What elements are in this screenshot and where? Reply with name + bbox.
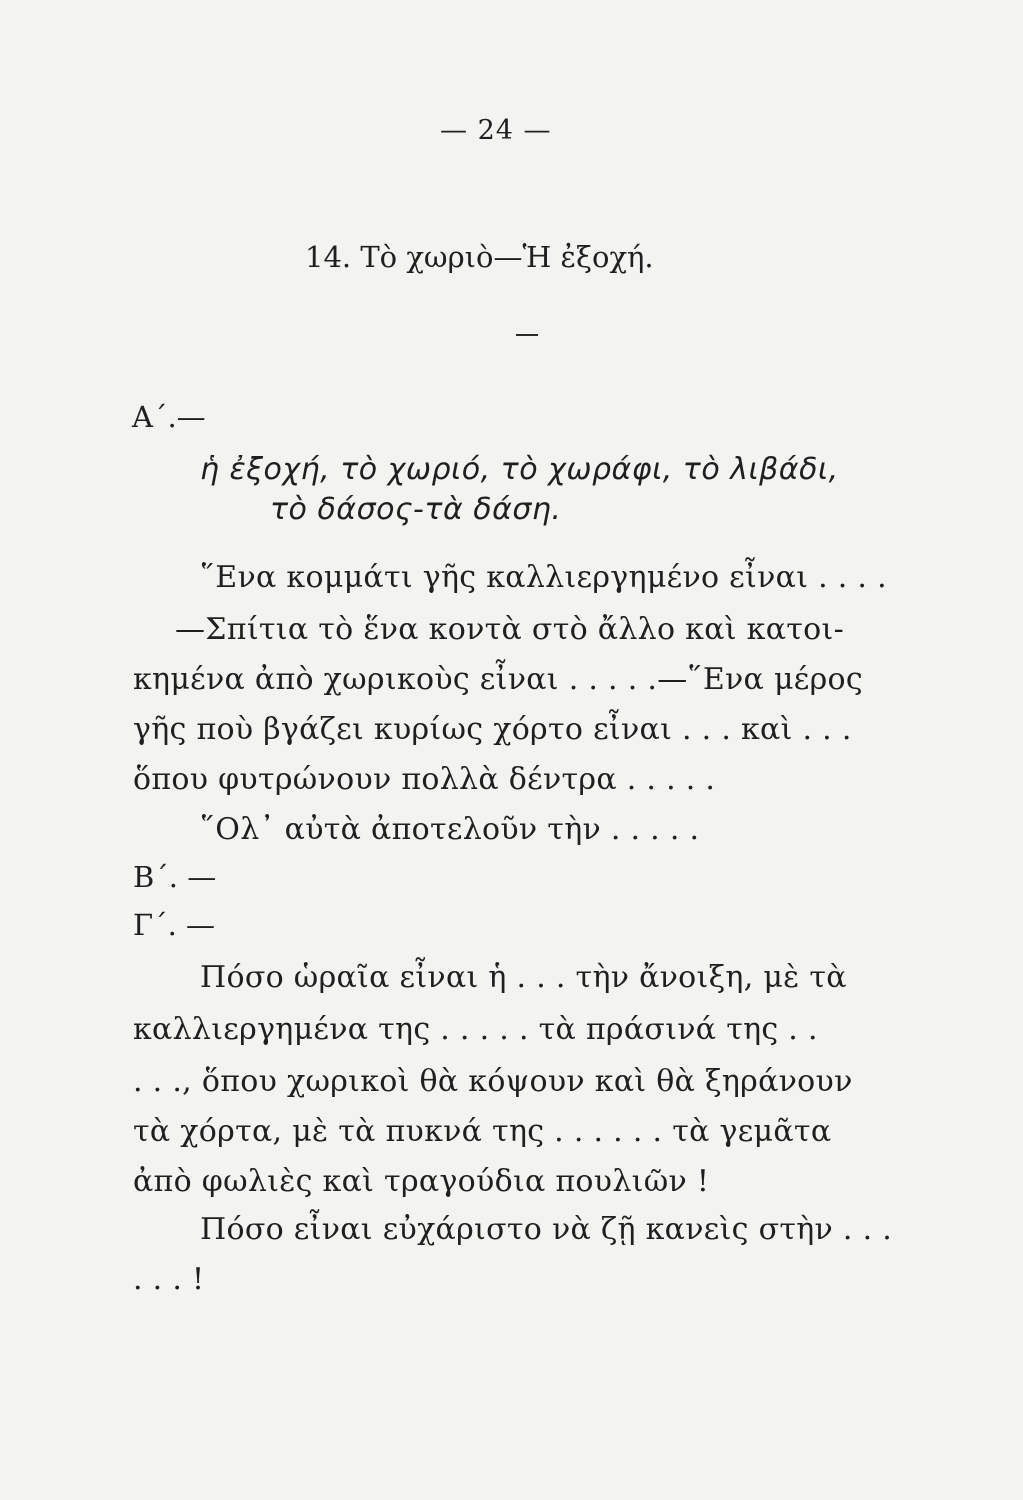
page-number: — 24 —: [440, 115, 552, 146]
exercise-c-line-1: Πόσο ὡραῖα εἶναι ἡ . . . τὴν ἄνοιξη, μὲ τὰ: [200, 960, 847, 995]
section-b-label: Β΄. —: [133, 860, 217, 894]
exercise-c-line-7: . . . !: [133, 1262, 205, 1297]
exercise-c-line-3: . . ., ὅπου χωρικοὶ θὰ κόψουν καὶ θὰ ξηράνουν: [133, 1064, 853, 1099]
exercise-a-line-6: ῞Ολ᾽ αὐτὰ ἀποτελοῦν τὴν . . . . .: [200, 812, 700, 847]
section-c-label: Γ΄. —: [133, 908, 216, 942]
section-a-label: Α΄.—: [132, 400, 206, 434]
vocab-line-1: ἡ ἐξοχή, τὸ χωριό, τὸ χωράφι, τὸ λιβάδι,: [200, 452, 839, 487]
title-divider: [516, 334, 538, 336]
exercise-a-line-1: ῞Ενα κομμάτι γῆς καλλιεργημένο εἶναι . . . .: [200, 560, 887, 595]
exercise-c-line-4: τὰ χόρτα, μὲ τὰ πυκνά της . . . . . . τὰ γεμᾶτα: [133, 1114, 832, 1149]
exercise-c-line-6: Πόσο εἶναι εὐχάριστο νὰ ζῇ κανεὶς στὴν . . .: [200, 1212, 893, 1247]
exercise-a-line-2: —Σπίτια τὸ ἕνα κοντὰ στὸ ἄλλο καὶ κατοι-: [175, 612, 845, 647]
vocab-line-2: τὸ δάσος-τὰ δάση.: [270, 492, 562, 527]
exercise-a-line-5: ὅπου φυτρώνουν πολλὰ δέντρα . . . . .: [133, 762, 716, 797]
exercise-a-line-3: κημένα ἀπὸ χωρικοὺς εἶναι . . . . .—῞Ενα μέρος: [133, 662, 863, 697]
exercise-c-line-2: καλλιεργημένα της . . . . . τὰ πράσινά της . .: [133, 1012, 818, 1047]
exercise-a-line-4: γῆς ποὺ βγάζει κυρίως χόρτο εἶναι . . . καὶ . . .: [133, 712, 852, 747]
lesson-title: 14. Τὸ χωριὸ—Ἡ ἐξοχή.: [305, 240, 654, 274]
exercise-c-line-5: ἀπὸ φωλιὲς καὶ τραγούδια πουλιῶν !: [133, 1164, 710, 1199]
